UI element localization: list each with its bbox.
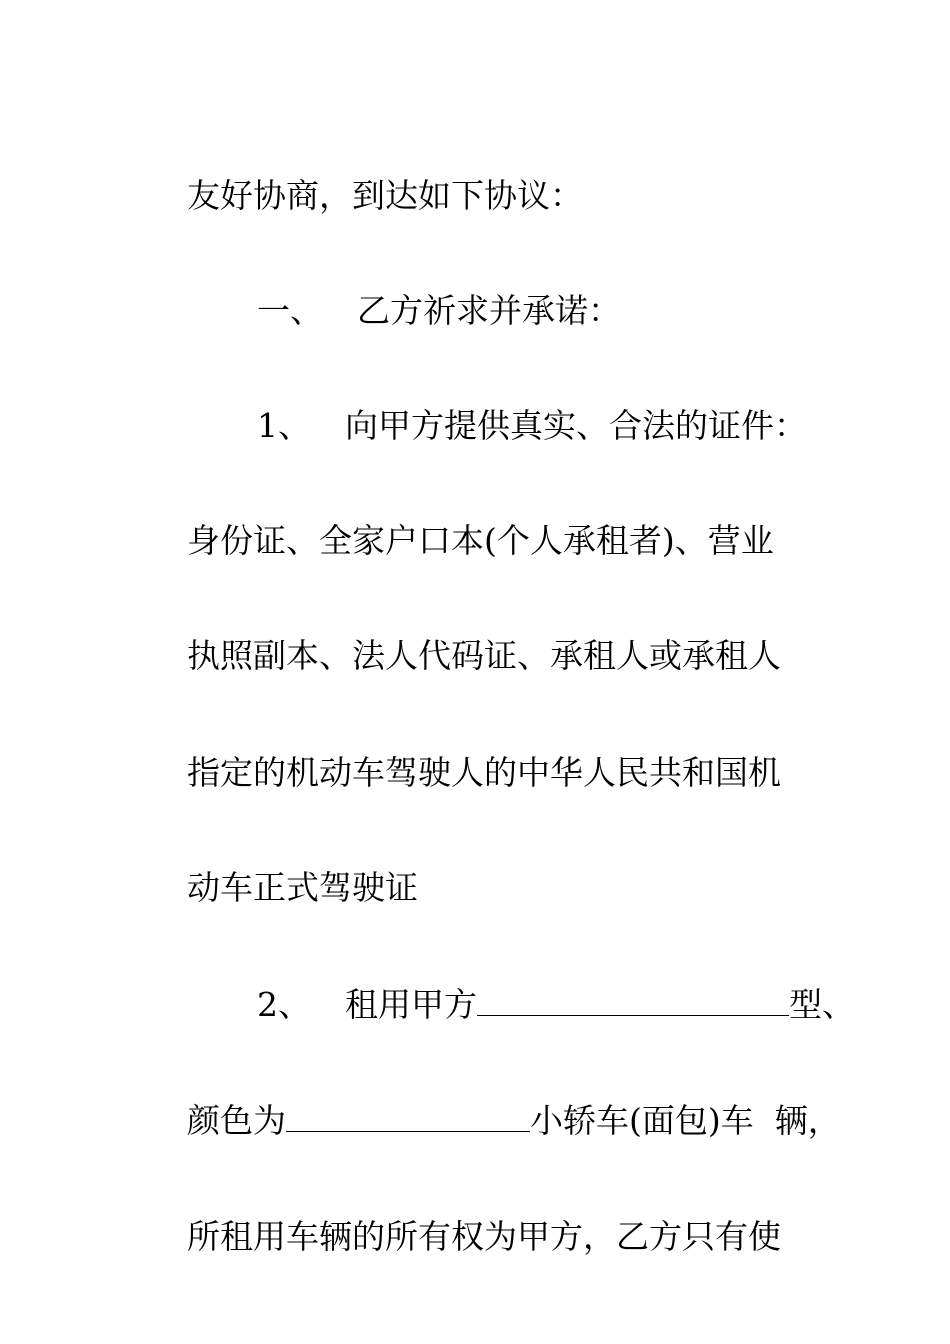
- line-text: 执照副本、法人代码证、承租人或承租人: [186, 636, 781, 675]
- clause-text: 型、: [788, 985, 855, 1024]
- clause-number: 2、: [256, 985, 311, 1024]
- section-title: 乙方祈求并承诺：: [356, 291, 621, 330]
- text-line: [145, 481, 774, 601]
- clause-2: [215, 945, 855, 1065]
- clause-text: 向甲方提供真实、合法的证件：: [344, 406, 807, 445]
- text-line: [145, 1177, 781, 1297]
- line-text: 指定的机动车驾驶人的中华人民共和国机: [186, 753, 781, 792]
- text-line: [145, 828, 418, 948]
- section-number: 一、: [256, 291, 323, 330]
- text-line: [145, 596, 781, 716]
- clause-1: [215, 366, 807, 486]
- line-text: 身份证、全家户口本(个人承租者)、营业: [186, 521, 774, 560]
- model-blank: [477, 987, 789, 1016]
- text-line: [145, 136, 583, 256]
- section-heading: [215, 251, 621, 371]
- line-text: 颜色为: [186, 1101, 286, 1140]
- line-text: 动车正式驾驶证: [186, 868, 418, 907]
- clause-text: 租用甲方: [344, 985, 477, 1024]
- clause-number: 1、: [256, 406, 311, 445]
- color-blank: [286, 1103, 530, 1132]
- line-text: 小轿车(面包)车 辆，: [529, 1101, 841, 1140]
- line-text: 友好协商，到达如下协议：: [186, 176, 583, 215]
- text-line: [145, 1061, 841, 1181]
- line-text: 所租用车辆的所有权为甲方，乙方只有使: [186, 1217, 781, 1256]
- text-line: [145, 713, 781, 833]
